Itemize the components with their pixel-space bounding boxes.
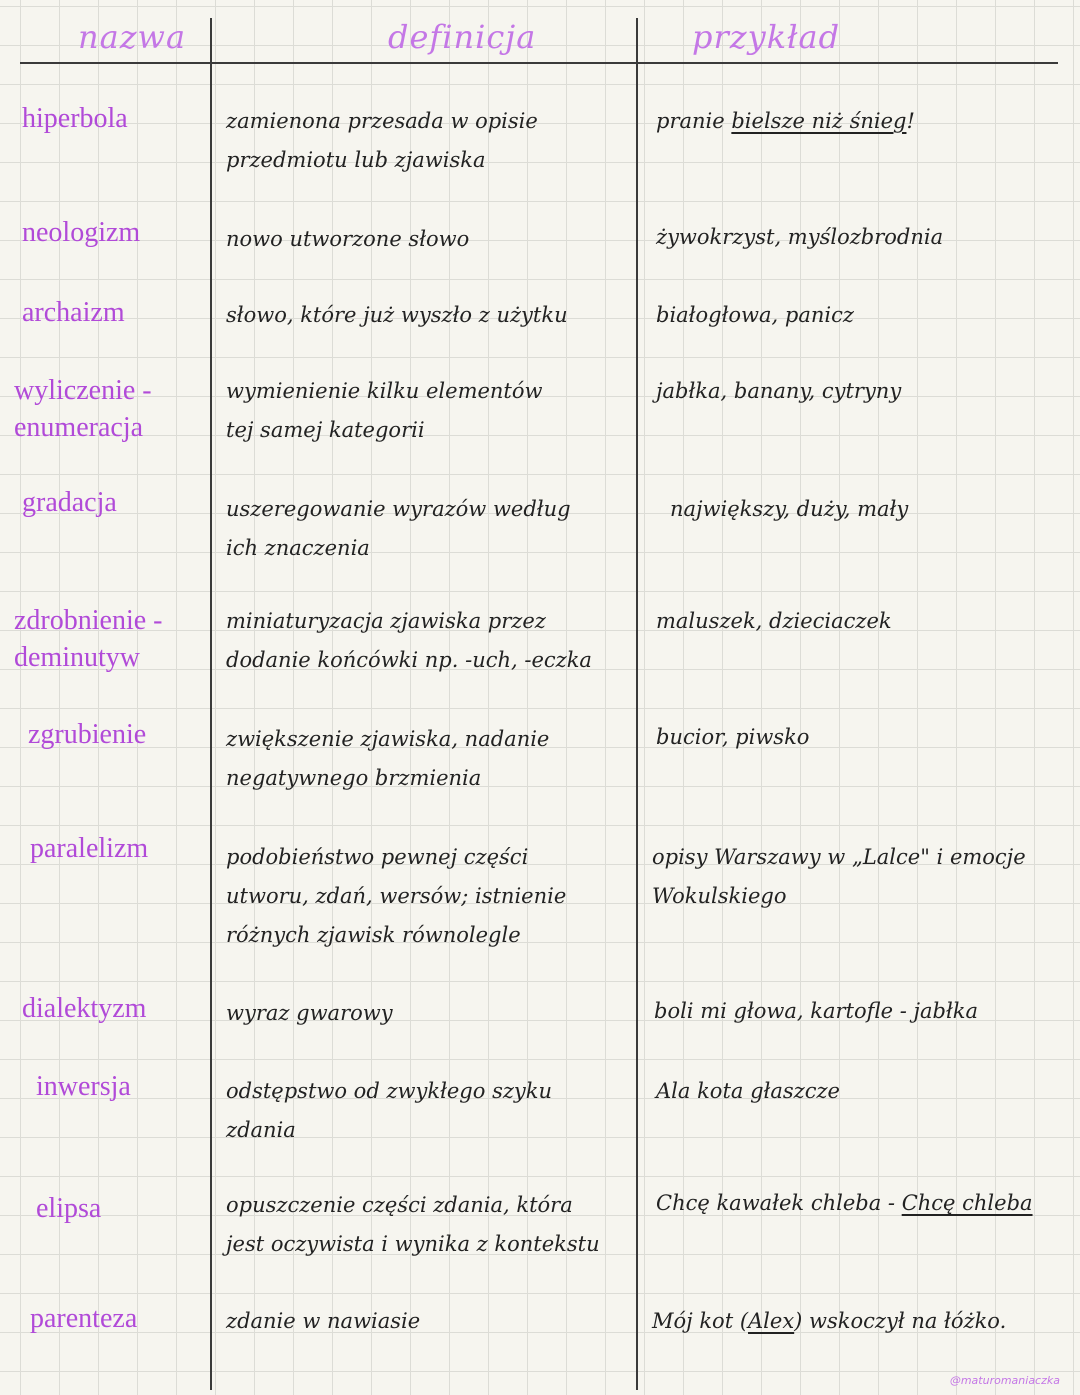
header-definition: definicja — [388, 18, 537, 56]
header-rule — [20, 62, 1058, 64]
example-text: bucior, piwsko — [656, 725, 810, 749]
term-label: wyliczenie - enumeracja — [14, 375, 152, 443]
example-text: pranie bielsze niż śnieg! — [656, 109, 915, 133]
column-divider-left — [210, 18, 212, 1390]
example-text: opisy Warszawy w „Lalce" i emocje Wokulskiego — [652, 845, 1026, 908]
definition-text: nowo utworzone słowo — [226, 227, 470, 251]
term-label: paralelizm — [30, 833, 149, 864]
term-label: inwersja — [36, 1071, 131, 1102]
term-label: zdrobnienie - deminutyw — [14, 605, 163, 673]
example-text: największy, duży, mały — [670, 497, 909, 521]
definition-text: słowo, które już wyszło z użytku — [226, 303, 568, 327]
example-underlined: Chcę chleba — [901, 1191, 1033, 1215]
watermark: @maturomaniaczka — [949, 1374, 1060, 1387]
example-text: Ala kota głaszcze — [656, 1079, 840, 1103]
definition-text: zwiększenie zjawiska, nadanie negatywnego brzmienia — [226, 727, 550, 790]
definition-text: opuszczenie części zdania, która jest oczywista i wynika z kontekstu — [226, 1193, 600, 1256]
definition-text: wyraz gwarowy — [226, 1001, 393, 1025]
example-text: Chcę kawałek chleba - Chcę chleba — [656, 1191, 1033, 1215]
definition-text: odstępstwo od zwykłego szyku zdania — [226, 1079, 553, 1142]
header-term: nazwa — [78, 18, 187, 56]
example-text: jabłka, banany, cytryny — [656, 379, 902, 403]
definition-text: podobieństwo pewnej części utworu, zdań, wersów; istnienie różnych zjawisk równolegle — [226, 845, 567, 947]
term-label: hiperbola — [22, 103, 128, 134]
example-underlined: Alex — [748, 1309, 795, 1333]
term-label: zgrubienie — [28, 719, 147, 750]
term-label: archaizm — [22, 297, 125, 328]
term-label: neologizm — [22, 217, 141, 248]
example-text: białogłowa, panicz — [656, 303, 854, 327]
definition-text: zdanie w nawiasie — [226, 1309, 421, 1333]
term-label: dialektyzm — [22, 993, 147, 1024]
example-text: maluszek, dzieciaczek — [656, 609, 892, 633]
definition-text: miniaturyzacja zjawiska przez dodanie końcówki np. -uch, -eczka — [226, 609, 592, 672]
definition-text: uszeregowanie wyrazów według ich znaczenia — [226, 497, 571, 560]
term-label: elipsa — [36, 1193, 102, 1224]
term-label: gradacja — [22, 487, 117, 518]
definition-text: wymienienie kilku elementów tej samej kategorii — [226, 379, 543, 442]
example-underlined: bielsze niż śnieg — [731, 109, 907, 133]
column-divider-right — [636, 18, 638, 1390]
example-text: boli mi głowa, kartofle - jabłka — [654, 999, 979, 1023]
example-text: Mój kot (Alex) wskoczył na łóżko. — [652, 1309, 1007, 1333]
definition-text: zamienona przesada w opisie przedmiotu lub zjawiska — [226, 109, 538, 172]
example-text: żywokrzyst, myślozbrodnia — [656, 225, 944, 249]
header-example: przykład — [692, 18, 841, 56]
term-label: parenteza — [30, 1303, 138, 1334]
